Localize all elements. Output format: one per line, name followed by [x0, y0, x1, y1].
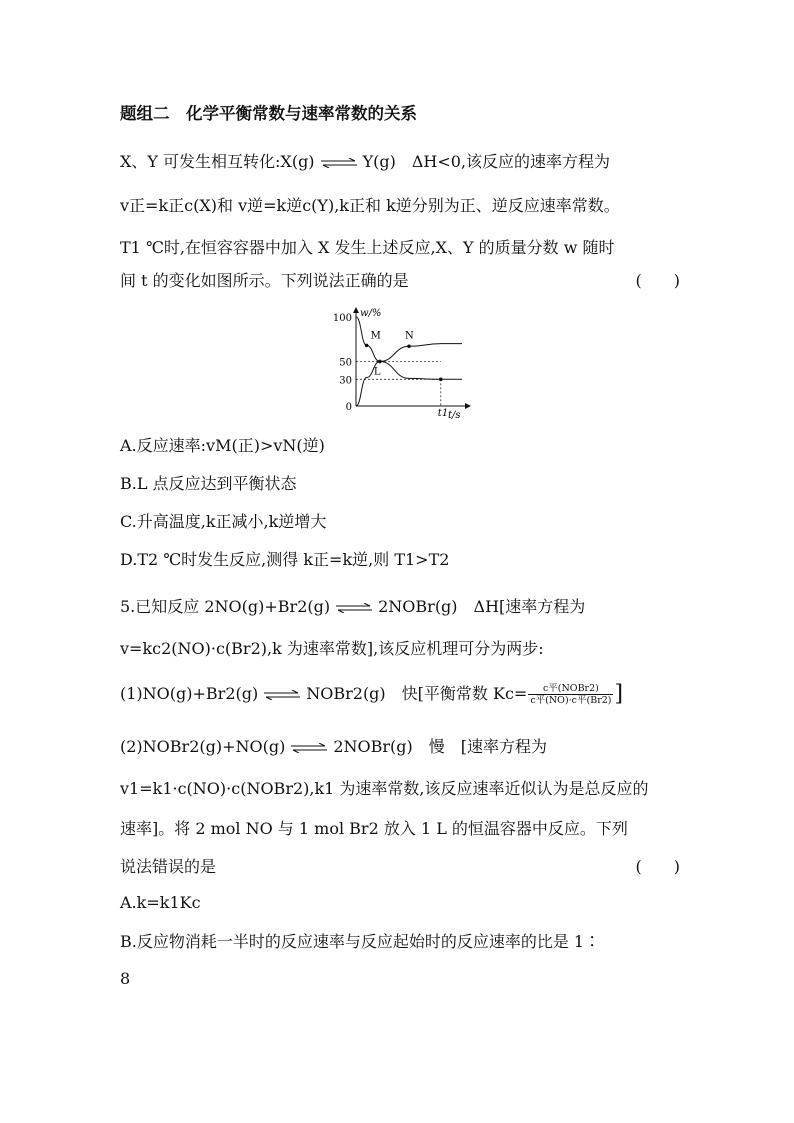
q5-stem-line-2: v=kc2(NO)·c(Br2),k 为速率常数],该反应机理可分为两步: — [120, 639, 544, 658]
closing-bracket: ] — [614, 681, 624, 707]
point-label-l: L — [373, 366, 381, 378]
q4-option-d: D.T2 ℃时发生反应,测得 k正=k逆,则 T1>T2 — [120, 550, 450, 569]
q5-stem-line-1 — [120, 597, 680, 617]
equilibrium-arrow-icon — [321, 158, 357, 168]
q5-step-1 — [120, 683, 680, 706]
q5-stem-line-6: 速率]。将 2 mol NO 与 1 mol Br2 放入 1 L 的恒温容器中反应。下列 — [120, 819, 628, 838]
dashed-guides — [356, 361, 441, 406]
point-label-n: N — [405, 330, 414, 342]
q5-step1-left: (1)NO(g)+Br2(g) — [120, 684, 259, 703]
y-tick-label: 100 — [332, 312, 352, 324]
equilibrium-arrow-icon — [336, 603, 372, 613]
q4-stem-line-2: v正=k正c(X)和 v逆=k逆c(Y),k正和 k逆分别为正、逆反应速率常数。 — [120, 196, 620, 215]
q4-stem-part-b: Y(g) ΔH<0,该反应的速率方程为 — [362, 152, 611, 171]
q5-answer-blank: ( ) — [635, 857, 680, 876]
q5-option-a: A.k=k1Kc — [120, 893, 201, 912]
fraction-denominator: c平(NO)·c平(Br2) — [530, 695, 612, 706]
q5-option-b: B.反应物消耗一半时的反应速率与反应起始时的反应速率的比是 1∶ — [120, 932, 601, 951]
y-tick-label: 30 — [339, 375, 352, 387]
q5-stem-line-7 — [120, 857, 680, 877]
point-marker-n — [407, 345, 411, 349]
mass-fraction-chart — [320, 302, 480, 424]
point-label-m: M — [370, 330, 381, 342]
equilibrium-arrow-icon — [291, 743, 327, 753]
section-heading: 题组二 化学平衡常数与速率常数的关系 — [120, 104, 417, 123]
q4-stem-part-a: X、Y 可发生相互转化:X(g) — [120, 152, 315, 171]
q5-step1-right: NOBr2(g) 快[平衡常数 Kc= — [306, 684, 528, 703]
equilibrium-arrow-icon — [264, 690, 300, 700]
q5-stem-line-5: v1=k1·c(NO)·c(NOBr2),k1 为速率常数,该反应速率近似认为是总反应的 — [120, 779, 649, 798]
point-markers — [365, 330, 443, 381]
q5-reaction-right: 2NOBr(g) ΔH[速率方程为 — [378, 597, 586, 616]
q4-stem-line-1 — [120, 152, 680, 172]
point-marker — [439, 377, 443, 381]
q5-step2-left: (2)NOBr2(g)+NO(g) — [120, 737, 286, 756]
y-tick-label: 50 — [339, 357, 352, 369]
y-tick-labels — [333, 313, 352, 413]
equilibrium-constant-fraction — [528, 683, 613, 706]
x-axis-label: t/s — [448, 410, 461, 421]
q4-option-c: C.升高温度,k正减小,k逆增大 — [120, 512, 327, 531]
q4-option-b: B.L 点反应达到平衡状态 — [120, 474, 297, 493]
point-marker-l — [378, 360, 382, 364]
q4-answer-blank: ( ) — [635, 271, 680, 290]
x-tick-label-t1: t1 — [437, 408, 449, 419]
y-axis-label: w/% — [360, 308, 382, 319]
q4-stem-text: 间 t 的变化如图所示。下列说法正确的是 — [120, 271, 409, 290]
q5-option-b-continued: 8 — [120, 969, 131, 988]
q5-step2-right: 2NOBr(g) 慢 [速率方程为 — [333, 737, 548, 756]
q4-stem-line-3: T1 ℃时,在恒容容器中加入 X 发生上述反应,X、Y 的质量分数 w 随时 — [120, 238, 615, 257]
q5-step-2 — [120, 737, 680, 757]
q4-option-a: A.反应速率:vM(正)>vN(逆) — [120, 436, 325, 455]
series-curve-2 — [356, 344, 462, 406]
q5-reaction-left: 5.已知反应 2NO(g)+Br2(g) — [120, 597, 331, 616]
point-marker-m — [365, 344, 369, 348]
q5-stem-text: 说法错误的是 — [120, 857, 217, 876]
y-tick-label: 0 — [345, 402, 352, 413]
q4-stem-line-4 — [120, 271, 680, 291]
fraction-numerator: c平(NOBr2) — [528, 683, 613, 695]
